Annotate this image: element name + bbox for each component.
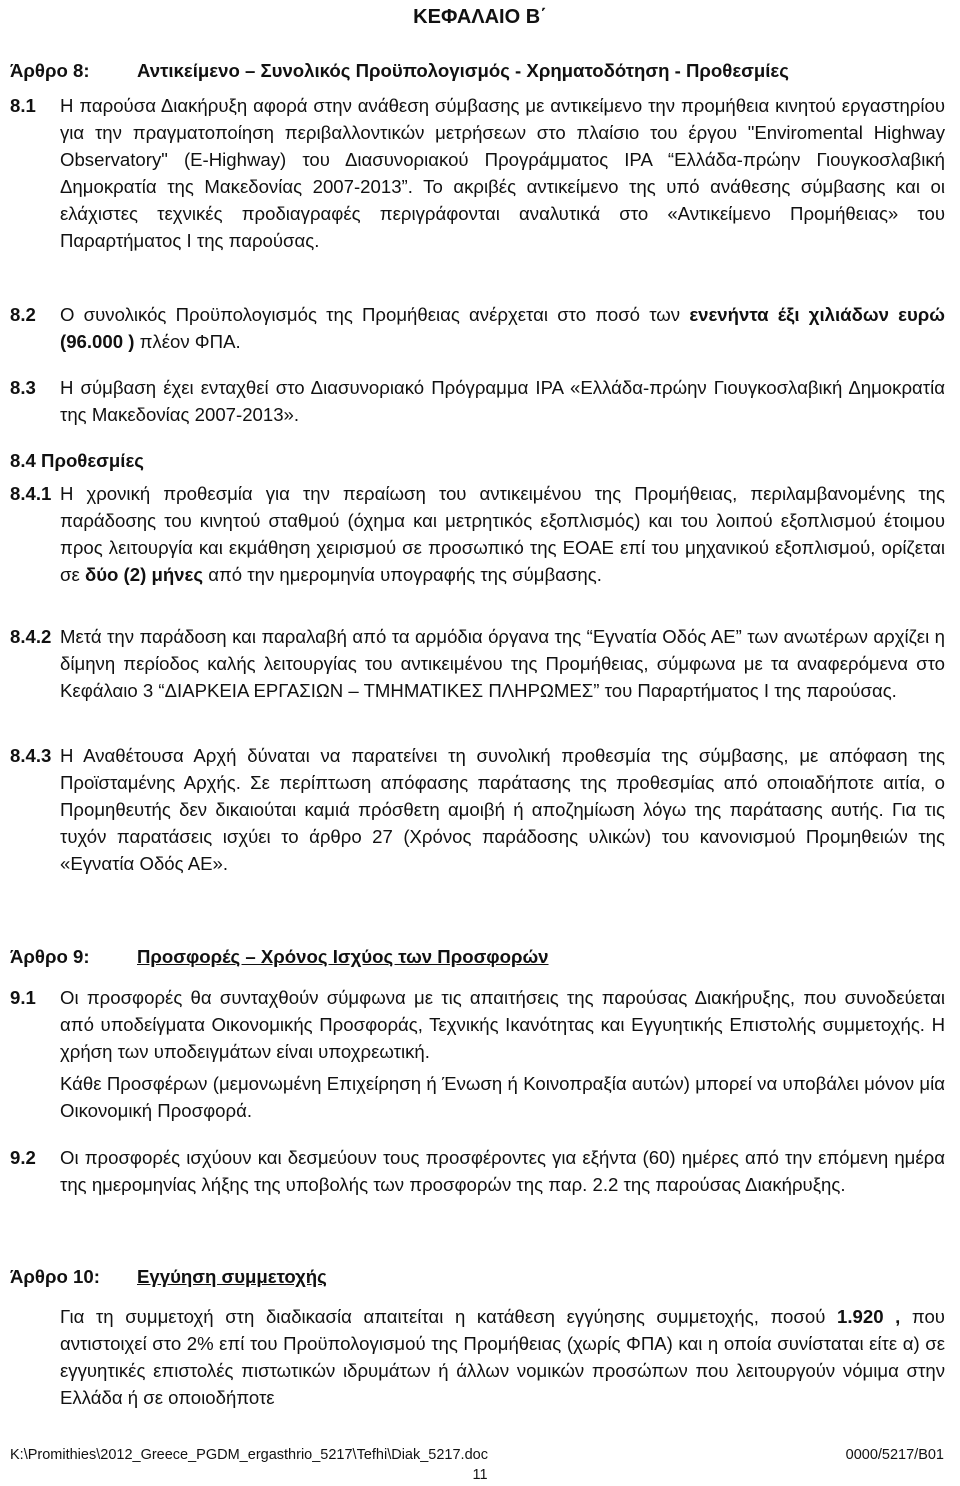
paragraph-text xyxy=(60,92,945,254)
footer-file-path: K:\Promithies\2012_Greece_PGDM_ergasthrio_5217\Tefhi\Diak_5217.doc xyxy=(10,1447,488,1463)
chapter-heading: ΚΕΦΑΛΑΙΟ Β΄ xyxy=(413,6,547,28)
paragraph-text: Μετά την παράδοση και παραλαβή από τα αρμόδια όργανα της “Εγνατία Οδός ΑΕ” των ανωτέρων αρχίζει η δίμηνη περίοδος καλής λειτουργίας του αντικειμένου της Προμήθειας, σύμφωνα με τα αναφερόμενα στο Κεφάλαιο 3 “ΔΙΑΡΚΕΙΑ ΕΡΓΑΣΙΩΝ – ΤΜΗΜΑΤΙΚΕΣ ΠΛΗΡΩΜΕΣ” του Παραρτήματος I της παρούσας. xyxy=(60,626,945,701)
page-number: 11 xyxy=(472,1467,488,1483)
paragraph-text: Οι προσφορές ισχύουν και δεσμεύουν τους προσφέροντες για εξήντα (60) ημέρες από την επόμενη ημέρα της ημερομηνίας λήξης της υποβολής των προσφορών της παρ. 2.2 της παρούσας Διακήρυξης. xyxy=(60,1147,945,1195)
article-9-heading xyxy=(10,943,945,970)
paragraph-text-part: πλέον ΦΠΑ. xyxy=(139,331,241,352)
paragraph-text xyxy=(60,301,945,355)
paragraph-text-part: που αντιστοιχεί στο 2% επί του Προϋπολογισμού της Προμήθειας (χωρίς ΦΠΑ) και η οποία συνίσταται είτε α) σε εγγυητικές επιστολές πιστωτικών ιδρυμάτων ή άλλων νομικών προσώπων που λειτουργούν νόμιμα στην Ελλάδα ή σε οποιοδήποτε xyxy=(60,1306,945,1408)
paragraph-9-1-b xyxy=(10,1070,945,1124)
paragraph-number: 9.2 xyxy=(10,1147,36,1168)
footer-document-code: 0000/5217/B01 xyxy=(845,1447,944,1463)
article-9-label: Άρθρο 9: xyxy=(10,946,90,967)
budget-amount: ενενήντα έξι χιλιάδων ευρώ (96.000 ) xyxy=(60,304,945,352)
article-8-heading xyxy=(10,57,945,84)
paragraph-number: 8.1 xyxy=(10,95,36,116)
paragraph-text-part: Ο συνολικός Προϋπολογισμός της Προμήθειας ανέρχεται στο ποσό των xyxy=(60,304,681,325)
paragraph-8-4-3 xyxy=(10,742,945,877)
paragraph-8-3 xyxy=(10,374,945,428)
paragraph-text: Η σύμβαση έχει ενταχθεί στο Διασυνοριακό Πρόγραμμα IPA «Ελλάδα-πρώην Γιουγκοσλαβική Δημοκρατία της Μακεδονίας 2007-2013». xyxy=(60,377,945,425)
article-10-heading xyxy=(10,1263,945,1290)
paragraph-8-2 xyxy=(10,301,945,355)
paragraph-8-1 xyxy=(10,92,945,254)
paragraph-9-1 xyxy=(10,984,945,1065)
paragraph-number: 8.4.3 xyxy=(10,745,52,766)
paragraph-number: 8.4.1 xyxy=(10,483,52,504)
section-8-4-heading xyxy=(10,447,945,474)
paragraph-text-part: από την ημερομηνία υπογραφής της σύμβασης. xyxy=(208,564,602,585)
paragraph-text: Η Αναθέτουσα Αρχή δύναται να παρατείνει τη συνολική προθεσμία της σύμβασης, με απόφαση της Προϊσταμένης Αρχής. Σε περίπτωση απόφασης παράτασης της προθεσμίας από οποιαδήποτε αιτία, ο Προμηθευτής δεν δικαιούται καμιά πρόσθετη αμοιβή ή αποζημίωση λόγω της παράτασης αυτής. Για τις τυχόν παρατάσεις ισχύει το άρθρο 27 (Χρόνος παράδοσης υλικών) του κανονισμού Προμηθειών της «Εγνατία Οδός ΑΕ». xyxy=(60,745,945,874)
paragraph-text-part: Η παρούσα Διακήρυξη αφορά στην ανάθεση σύμβασης με αντικείμενο την προμήθεια κινητού εργαστηρίου για την πραγματοποίηση περιβαλλοντικών μετρήσεων στο πλαίσιο του έργου "Enviromental Highway Observatory" (E-Highway) του Διασυνοριακού Προγράμματος IPA “Ελλάδα-πρώην Γιουγκοσλαβική Δημοκρατία της Μακεδονίας 2007-2013”. xyxy=(60,95,945,197)
paragraph-text-part: Για τη συμμετοχή στη διαδικασία απαιτείται η κατάθεση εγγύησης συμμετοχής, ποσού xyxy=(60,1306,826,1327)
article-10-title: Εγγύηση συμμετοχής xyxy=(137,1266,327,1287)
paragraph-9-2 xyxy=(10,1144,945,1198)
paragraph-number: 8.2 xyxy=(10,304,36,325)
paragraph-number: 9.1 xyxy=(10,987,36,1008)
section-heading: 8.4 Προθεσμίες xyxy=(10,450,144,471)
article-10-label: Άρθρο 10: xyxy=(10,1266,100,1287)
paragraph-text-part: Η χρονική προθεσμία για την περαίωση του αντικειμένου της Προμήθειας, περιλαμβανομένης της παράδοσης του κινητού σταθμού (όχημα και μετρητικός εξοπλισμός) και του λοιπού εξοπλισμού έτοιμου προς λειτουργία και εκμάθηση χειρισμού σε προσωπικό της ΕΟΑΕ επί του μηχανικού εξοπλισμού, ορίζεται σε xyxy=(60,483,945,585)
paragraph-text xyxy=(60,480,945,588)
paragraph-8-4-2 xyxy=(10,623,945,704)
paragraph-8-4-1 xyxy=(10,480,945,588)
article-8-title: Αντικείμενο – Συνολικός Προϋπολογισμός - Χρηματοδότηση - Προθεσμίες xyxy=(137,60,789,81)
paragraph-text-part: Το ακριβές αντικείμενο της υπό ανάθεσης σύμβασης και οι ελάχιστες τεχνικές προδιαγραφές περιγράφονται αναλυτικά στο «Αντικείμενο Προμήθειας» του Παραρτήματος I της παρούσας. xyxy=(60,176,945,251)
paragraph-text: Κάθε Προσφέρων (μεμονωμένη Επιχείρηση ή Ένωση ή Κοινοπραξία αυτών) μπορεί να υποβάλει μόνον μία Οικονομική Προσφορά. xyxy=(60,1073,945,1121)
article-8-label: Άρθρο 8: xyxy=(10,60,90,81)
paragraph-number: 8.3 xyxy=(10,377,36,398)
paragraph-10 xyxy=(10,1303,945,1411)
paragraph-text xyxy=(60,1303,945,1411)
deadline-duration: δύο (2) μήνες xyxy=(84,564,204,585)
paragraph-number: 8.4.2 xyxy=(10,626,52,647)
article-9-title: Προσφορές – Χρόνος Ισχύος των Προσφορών xyxy=(137,946,549,967)
paragraph-text: Οι προσφορές θα συνταχθούν σύμφωνα με τις απαιτήσεις της παρούσας Διακήρυξης, που συνοδεύεται από υποδείγματα Οικονομικής Προσφοράς, Τεχνικής Ικανότητας και Εγγυητικής Επιστολής συμμετοχής. Η χρήση των υποδειγμάτων είναι υποχρεωτική. xyxy=(60,987,945,1062)
guarantee-amount: 1.920 , xyxy=(837,1306,901,1327)
